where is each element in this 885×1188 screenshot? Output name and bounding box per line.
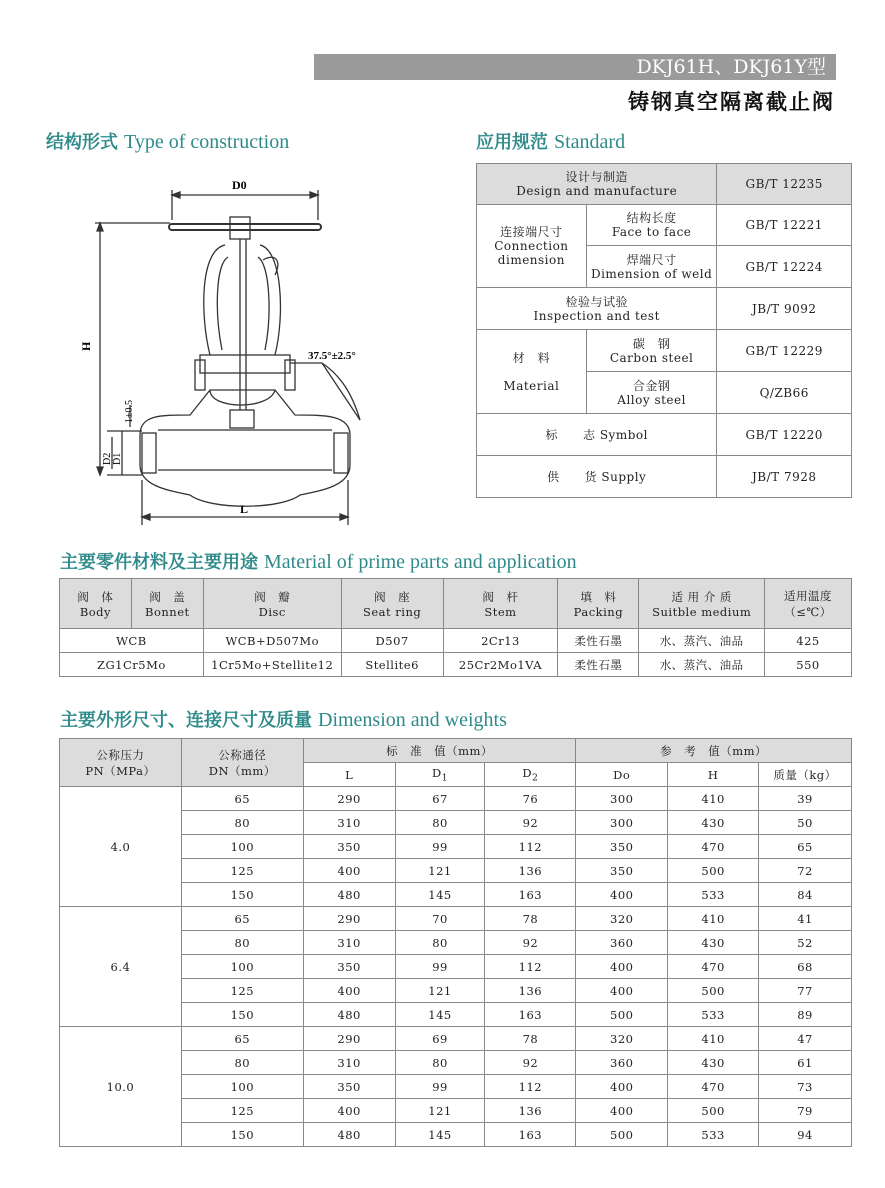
dim-d1: 69	[395, 1027, 485, 1051]
dim-d2: 163	[485, 883, 576, 907]
section-materials-cn: 主要零件材料及主要用途	[60, 552, 258, 573]
dim-do: 400	[576, 1075, 668, 1099]
dim-weight: 47	[759, 1027, 852, 1051]
dim-l: 400	[303, 859, 395, 883]
table-row	[60, 653, 852, 677]
dim-d2: 78	[485, 1027, 576, 1051]
dim-weight: 68	[759, 955, 852, 979]
dim-dn: 80	[181, 1051, 303, 1075]
dim-weight: 89	[759, 1003, 852, 1027]
dim-weight: 72	[759, 859, 852, 883]
standard-carbon: 碳 钢 Carbon steel	[586, 330, 717, 372]
dim-d1: 145	[395, 1123, 485, 1147]
dim-l: 350	[303, 955, 395, 979]
dim-d1: 67	[395, 787, 485, 811]
dim-do: 500	[576, 1123, 668, 1147]
dim-dn: 125	[181, 979, 303, 1003]
mat-header-temp: 适用温度 （≤℃）	[765, 579, 852, 629]
dim-header-dn: 公称通径 DN（mm）	[181, 739, 303, 787]
section-dimensions	[60, 706, 507, 732]
dim-pn: 6.4	[60, 907, 182, 1027]
section-standard-cn: 应用规范	[476, 132, 548, 153]
mat-temp: 550	[765, 653, 852, 677]
dim-weight: 65	[759, 835, 852, 859]
standard-symbol-value: GB/T 12220	[717, 414, 852, 456]
dim-d2: 112	[485, 1075, 576, 1099]
mat-body: ZG1Cr5Mo	[60, 653, 204, 677]
label-tol: 1±0.5	[124, 400, 135, 423]
label-d0: D0	[232, 178, 247, 192]
dim-dn: 125	[181, 859, 303, 883]
label-l: L	[240, 502, 249, 516]
dim-l: 350	[303, 1075, 395, 1099]
mat-stem: 2Cr13	[443, 629, 558, 653]
dim-dn: 100	[181, 835, 303, 859]
dim-dn: 80	[181, 811, 303, 835]
standard-weld-value: GB/T 12224	[717, 246, 852, 288]
standard-design: 设计与制造 Design and manufacture	[477, 164, 717, 205]
product-subtitle: 铸钢真空隔离截止阀	[628, 90, 835, 114]
standard-face-value: GB/T 12221	[717, 205, 852, 246]
standard-carbon-value: GB/T 12229	[717, 330, 852, 372]
dim-h: 470	[668, 955, 759, 979]
dim-do: 400	[576, 1099, 668, 1123]
dim-d1: 80	[395, 1051, 485, 1075]
standard-supply-value: JB/T 7928	[717, 456, 852, 498]
dim-header-reference: 参 考 值（mm）	[576, 739, 852, 763]
section-standard-en: Standard	[554, 131, 626, 153]
mat-stem: 25Cr2Mo1VA	[443, 653, 558, 677]
dim-header-d2: $D_2$	[485, 763, 576, 787]
mat-disc: 1Cr5Mo+Stellite12	[203, 653, 341, 677]
dim-header-d1: $D_1$	[395, 763, 485, 787]
dim-dn: 65	[181, 907, 303, 931]
dim-dn: 150	[181, 1003, 303, 1027]
dim-l: 350	[303, 835, 395, 859]
dim-do: 300	[576, 811, 668, 835]
dim-dn: 65	[181, 787, 303, 811]
standard-material: 材 料 Material	[477, 330, 587, 414]
mat-packing: 柔性石墨	[558, 653, 639, 677]
mat-medium: 水、蒸汽、油品	[639, 629, 765, 653]
mat-temp: 425	[765, 629, 852, 653]
dim-l: 310	[303, 1051, 395, 1075]
table-row	[60, 787, 852, 811]
mat-header-stem: 阀 杆 Stem	[443, 579, 558, 629]
mat-seat: Stellite6	[341, 653, 443, 677]
standard-alloy: 合金钢 Alloy steel	[586, 372, 717, 414]
standard-alloy-value: Q/ZB66	[717, 372, 852, 414]
mat-body: WCB	[60, 629, 204, 653]
dim-dn: 150	[181, 883, 303, 907]
dim-d2: 136	[485, 979, 576, 1003]
dim-l: 290	[303, 787, 395, 811]
dim-do: 400	[576, 955, 668, 979]
dim-pn: 4.0	[60, 787, 182, 907]
dim-weight: 84	[759, 883, 852, 907]
mat-header-packing: 填 料 Packing	[558, 579, 639, 629]
dim-dn: 150	[181, 1123, 303, 1147]
dim-h: 430	[668, 811, 759, 835]
dim-d1: 145	[395, 1003, 485, 1027]
dim-l: 310	[303, 931, 395, 955]
dim-l: 310	[303, 811, 395, 835]
dim-l: 290	[303, 1027, 395, 1051]
dim-weight: 61	[759, 1051, 852, 1075]
dim-dn: 100	[181, 955, 303, 979]
table-row	[60, 1027, 852, 1051]
dim-do: 360	[576, 931, 668, 955]
mat-seat: D507	[341, 629, 443, 653]
dim-do: 400	[576, 883, 668, 907]
dim-do: 350	[576, 859, 668, 883]
dim-d1: 99	[395, 955, 485, 979]
dim-d1: 121	[395, 1099, 485, 1123]
dim-d2: 92	[485, 931, 576, 955]
dim-d1: 121	[395, 979, 485, 1003]
dim-weight: 73	[759, 1075, 852, 1099]
dim-weight: 50	[759, 811, 852, 835]
mat-header-bonnet: 阀 盖 Bonnet	[131, 579, 203, 629]
dim-d1: 80	[395, 811, 485, 835]
dim-d1: 70	[395, 907, 485, 931]
dim-h: 533	[668, 1003, 759, 1027]
dim-do: 300	[576, 787, 668, 811]
dim-d1: 99	[395, 835, 485, 859]
dim-h: 533	[668, 1123, 759, 1147]
dim-d2: 163	[485, 1003, 576, 1027]
section-materials	[60, 548, 577, 574]
dim-dn: 80	[181, 931, 303, 955]
dim-dn: 125	[181, 1099, 303, 1123]
standard-inspection: 检验与试验 Inspection and test	[477, 288, 717, 330]
mat-header-seat: 阀 座 Seat ring	[341, 579, 443, 629]
dim-do: 320	[576, 1027, 668, 1051]
dim-d2: 112	[485, 835, 576, 859]
dim-h: 410	[668, 1027, 759, 1051]
section-dimensions-en: Dimension and weights	[318, 709, 507, 731]
dim-header-h: H	[668, 763, 759, 787]
label-d1: D1	[112, 452, 123, 465]
dim-l: 400	[303, 1099, 395, 1123]
mat-header-body: 阀 体 Body	[60, 579, 132, 629]
dim-h: 500	[668, 1099, 759, 1123]
dim-header-standard: 标 准 值（mm）	[303, 739, 576, 763]
dim-h: 430	[668, 1051, 759, 1075]
dim-do: 400	[576, 979, 668, 1003]
dim-d2: 78	[485, 907, 576, 931]
standard-face: 结构长度 Face to face	[586, 205, 717, 246]
dim-d1: 80	[395, 931, 485, 955]
dim-d1: 121	[395, 859, 485, 883]
label-d2: D2	[102, 452, 113, 465]
dim-h: 410	[668, 787, 759, 811]
section-dimensions-cn: 主要外形尺寸、连接尺寸及质量	[60, 710, 312, 731]
dim-do: 500	[576, 1003, 668, 1027]
mat-packing: 柔性石墨	[558, 629, 639, 653]
section-construction-cn: 结构形式	[46, 132, 118, 153]
dim-do: 320	[576, 907, 668, 931]
label-angle: 37.5°±2.5°	[308, 350, 356, 362]
dim-d2: 112	[485, 955, 576, 979]
mat-medium: 水、蒸汽、油品	[639, 653, 765, 677]
dim-header-do: Do	[576, 763, 668, 787]
dim-header-weight: 质量（kg）	[759, 763, 852, 787]
dim-d1: 99	[395, 1075, 485, 1099]
standard-design-value: GB/T 12235	[717, 164, 852, 205]
standard-supply: 供 货 Supply	[477, 456, 717, 498]
dim-h: 500	[668, 859, 759, 883]
dim-do: 350	[576, 835, 668, 859]
section-construction-en: Type of construction	[124, 131, 290, 153]
standard-inspection-value: JB/T 9092	[717, 288, 852, 330]
dim-h: 470	[668, 1075, 759, 1099]
dim-do: 360	[576, 1051, 668, 1075]
dim-d1: 145	[395, 883, 485, 907]
material-table	[59, 578, 852, 677]
dim-header-pn: 公称压力 PN（MPa）	[60, 739, 182, 787]
section-construction	[46, 128, 289, 154]
dim-h: 533	[668, 883, 759, 907]
section-materials-en: Material of prime parts and application	[264, 551, 577, 573]
dim-d2: 163	[485, 1123, 576, 1147]
dim-d2: 136	[485, 1099, 576, 1123]
section-standard	[476, 128, 625, 154]
mat-header-medium: 适 用 介 质 Suitble medium	[639, 579, 765, 629]
dim-pn: 10.0	[60, 1027, 182, 1147]
dim-d2: 136	[485, 859, 576, 883]
dim-weight: 52	[759, 931, 852, 955]
label-h: H	[79, 341, 93, 351]
dim-l: 480	[303, 883, 395, 907]
dim-header-l: L	[303, 763, 395, 787]
dim-d2: 76	[485, 787, 576, 811]
dim-h: 500	[668, 979, 759, 1003]
model-title: DKJ61H、DKJ61Y型	[636, 56, 826, 78]
mat-header-disc: 阀 瓣 Disc	[203, 579, 341, 629]
dim-weight: 77	[759, 979, 852, 1003]
model-bar	[314, 54, 836, 80]
dim-h: 410	[668, 907, 759, 931]
valve-drawing	[60, 165, 390, 535]
standard-weld: 焊端尺寸 Dimension of weld	[586, 246, 717, 288]
dim-h: 470	[668, 835, 759, 859]
dim-l: 290	[303, 907, 395, 931]
dim-weight: 41	[759, 907, 852, 931]
standard-connection: 连接端尺寸 Connection dimension	[477, 205, 587, 288]
dim-d2: 92	[485, 1051, 576, 1075]
mat-disc: WCB+D507Mo	[203, 629, 341, 653]
dim-dn: 65	[181, 1027, 303, 1051]
dim-h: 430	[668, 931, 759, 955]
dim-weight: 39	[759, 787, 852, 811]
dim-d2: 92	[485, 811, 576, 835]
dim-weight: 79	[759, 1099, 852, 1123]
dim-weight: 94	[759, 1123, 852, 1147]
standard-symbol: 标 志 Symbol	[477, 414, 717, 456]
dimension-table	[59, 738, 852, 1147]
dim-l: 400	[303, 979, 395, 1003]
table-row	[60, 907, 852, 931]
table-row	[60, 629, 852, 653]
dim-l: 480	[303, 1003, 395, 1027]
dim-l: 480	[303, 1123, 395, 1147]
standard-table	[476, 163, 852, 498]
dim-dn: 100	[181, 1075, 303, 1099]
